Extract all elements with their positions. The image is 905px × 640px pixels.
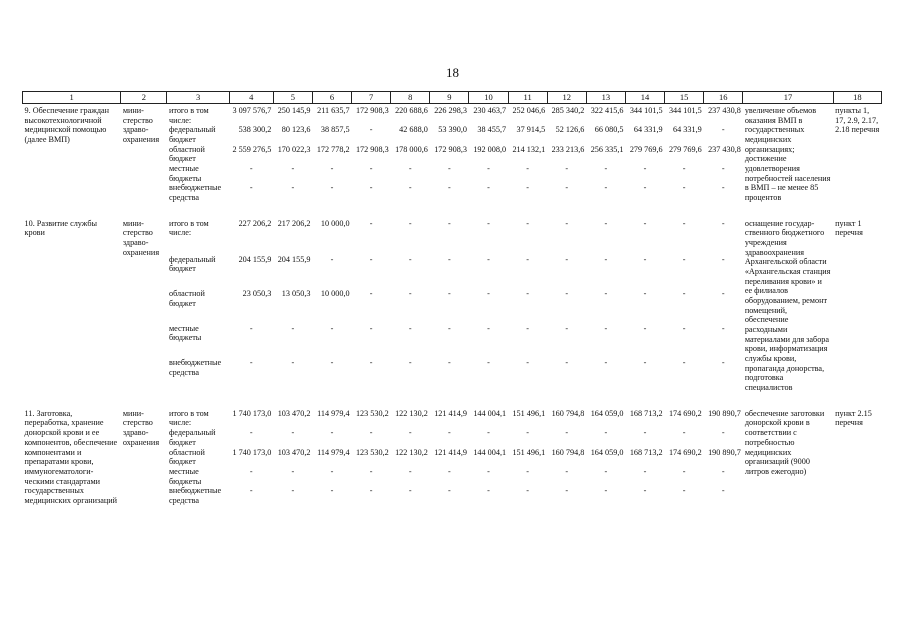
amount-cell: - — [408, 358, 412, 368]
column-header-8: 8 — [391, 92, 430, 104]
amount-cell: - — [682, 323, 686, 333]
amount-cell: - — [721, 358, 725, 368]
amount-cell: - — [526, 164, 529, 174]
amount-cell: 344 101,5 — [629, 106, 663, 115]
amount-cell: - — [565, 218, 569, 228]
amount-cell: - — [369, 486, 373, 496]
amount-cell: - — [526, 289, 529, 299]
amount-cell: - — [682, 428, 686, 438]
amount-cell: - — [408, 164, 412, 174]
amount-cell: - — [682, 358, 686, 368]
amount-cell: - — [291, 428, 295, 438]
column-header-16: 16 — [704, 92, 743, 104]
amount-cell: - — [682, 466, 686, 476]
column-header-11: 11 — [508, 92, 547, 104]
amount-cell: - — [643, 218, 647, 228]
amount-cell: - — [604, 164, 608, 174]
amount-cell: 37 914,5 — [516, 125, 546, 135]
amount-cell: 237 430,8 — [708, 106, 741, 115]
amount-cell: - — [643, 164, 647, 174]
amount-cell: - — [721, 183, 725, 193]
block-executor: мини-стерство здраво-охранения — [122, 106, 160, 145]
column-header-13: 13 — [586, 92, 625, 104]
funding-source: областной бюджет — [168, 447, 205, 467]
amount-cell: 38 455,7 — [477, 125, 507, 135]
amount-cell: - — [249, 466, 253, 476]
amount-cell: 144 004,1 — [473, 408, 507, 418]
amount-cell: - — [487, 486, 490, 496]
block-reference: пункт 2.15 перечня — [835, 408, 872, 428]
amount-cell: - — [565, 289, 569, 299]
amount-cell: - — [448, 323, 451, 333]
column-header-4: 4 — [229, 92, 273, 104]
amount-cell: - — [682, 218, 686, 228]
amount-cell: - — [448, 183, 451, 193]
funding-source: федеральный бюджет — [168, 125, 216, 145]
amount-cell: - — [448, 289, 451, 299]
amount-cell: - — [330, 254, 334, 264]
funding-source: внебюджетные средства — [168, 183, 222, 203]
amount-cell: - — [721, 428, 725, 438]
amount-cell: - — [487, 323, 490, 333]
amount-cell: 38 857,5 — [320, 125, 350, 135]
amount-cell: - — [565, 254, 569, 264]
amount-cell: - — [565, 164, 569, 174]
amount-cell: 64 331,9 — [633, 125, 663, 135]
amount-cell: - — [408, 183, 412, 193]
amount-cell: - — [643, 289, 647, 299]
amount-cell: - — [604, 254, 608, 264]
amount-cell: 204 155,9 — [277, 254, 311, 264]
amount-cell: - — [487, 254, 490, 264]
amount-cell: - — [291, 466, 295, 476]
amount-cell: - — [291, 358, 295, 368]
amount-cell: 322 415,6 — [590, 106, 624, 115]
block-spacer — [23, 203, 882, 217]
funding-source: местные бюджеты — [168, 164, 202, 183]
amount-cell: - — [604, 486, 608, 496]
amount-cell: - — [369, 428, 373, 438]
amount-cell: 66 080,5 — [594, 125, 624, 135]
amount-cell: 122 130,2 — [395, 447, 428, 457]
amount-cell: - — [643, 254, 647, 264]
amount-cell: 190 890,7 — [708, 447, 741, 457]
amount-cell: 121 414,9 — [434, 408, 467, 418]
amount-cell: 538 300,2 — [238, 125, 272, 135]
amount-cell: 226 298,3 — [434, 106, 467, 115]
amount-cell: 23 050,3 — [242, 289, 272, 299]
amount-cell: - — [330, 466, 334, 476]
amount-cell: - — [487, 466, 490, 476]
amount-cell: 190 890,7 — [708, 408, 741, 418]
amount-cell: 237 430,8 — [708, 144, 741, 154]
amount-cell: - — [565, 323, 569, 333]
amount-cell: - — [682, 164, 686, 174]
amount-cell: - — [330, 358, 334, 368]
amount-cell: - — [448, 164, 451, 174]
funding-source: местные бюджеты — [168, 466, 202, 486]
program-table — [22, 91, 882, 506]
amount-cell: 42 688,0 — [399, 125, 428, 135]
amount-cell: - — [291, 486, 295, 496]
column-header-17: 17 — [743, 92, 833, 104]
amount-cell: - — [643, 486, 647, 496]
amount-cell: 170 022,3 — [277, 144, 311, 154]
block-name: 11. Заготовка, переработка, хранение донорской крови и ее компонентов, обеспечение компонентами и препаратами крови, иммуногематологи-ческими стандартами государственных медицинских организаций — [24, 408, 118, 505]
column-header-18: 18 — [833, 92, 881, 104]
amount-cell: 279 769,6 — [668, 144, 702, 154]
funding-source: федеральный бюджет — [168, 428, 216, 447]
amount-cell: - — [408, 218, 412, 228]
column-header-12: 12 — [547, 92, 586, 104]
amount-cell: 285 340,2 — [551, 106, 585, 115]
amount-cell: 114 979,4 — [317, 447, 350, 457]
amount-cell: - — [526, 218, 529, 228]
amount-cell: 344 101,5 — [668, 106, 702, 115]
column-header-2: 2 — [121, 92, 167, 104]
amount-cell: - — [565, 428, 569, 438]
amount-cell: 174 690,2 — [668, 408, 702, 418]
amount-cell: - — [249, 428, 253, 438]
block-reference: пункт 1 перечня — [835, 218, 863, 238]
amount-cell: - — [487, 183, 490, 193]
amount-cell: - — [408, 466, 412, 476]
amount-cell: - — [643, 428, 647, 438]
amount-cell: 160 794,8 — [551, 447, 585, 457]
amount-cell: - — [721, 289, 725, 299]
column-header-3: 3 — [167, 92, 229, 104]
amount-cell: - — [643, 358, 647, 368]
amount-cell: 172 908,3 — [355, 106, 389, 115]
amount-cell: 121 414,9 — [434, 447, 467, 457]
amount-cell: - — [408, 486, 412, 496]
amount-cell: - — [369, 218, 373, 228]
amount-cell: 10 000,0 — [320, 289, 350, 299]
column-header-6: 6 — [312, 92, 351, 104]
amount-cell: - — [330, 323, 334, 333]
amount-cell: 172 908,3 — [355, 144, 389, 154]
amount-cell: 123 530,2 — [355, 447, 389, 457]
column-header-14: 14 — [625, 92, 664, 104]
amount-cell: 1 740 173,0 — [232, 447, 272, 457]
amount-cell: 164 059,0 — [590, 408, 624, 418]
amount-cell: - — [643, 466, 647, 476]
amount-cell: - — [721, 218, 725, 228]
amount-cell: - — [487, 428, 490, 438]
amount-cell: - — [487, 289, 490, 299]
amount-cell: 227 206,2 — [238, 218, 272, 228]
amount-cell: - — [604, 466, 608, 476]
amount-cell: - — [249, 164, 253, 174]
amount-cell: - — [643, 323, 647, 333]
page-number: 18 — [446, 65, 459, 80]
amount-cell: 123 530,2 — [355, 408, 389, 418]
amount-cell: 160 794,8 — [551, 408, 585, 418]
amount-cell: - — [526, 466, 529, 476]
amount-cell: - — [487, 218, 490, 228]
table-row — [23, 217, 882, 255]
funding-source: внебюджетные средства — [168, 358, 222, 377]
amount-cell: - — [526, 428, 529, 438]
block-spacer — [23, 393, 882, 407]
amount-cell: 214 132,1 — [512, 144, 546, 154]
block-executor: мини-стерство здраво-охранения — [122, 218, 160, 257]
amount-cell: 172 778,2 — [316, 144, 350, 154]
amount-cell: 3 097 576,7 — [232, 106, 272, 115]
column-header-15: 15 — [665, 92, 704, 104]
amount-cell: - — [408, 289, 412, 299]
amount-cell: - — [291, 323, 295, 333]
amount-cell: - — [604, 358, 608, 368]
amount-cell: - — [448, 428, 451, 438]
funding-source: итого в том числе: — [168, 408, 209, 428]
block-reference: пункты 1, 17, 2.9, 2.17, 2.18 перечня — [835, 106, 880, 135]
amount-cell: 53 390,0 — [438, 125, 467, 135]
funding-source: внебюджетные средства — [168, 486, 222, 505]
amount-cell: 279 769,6 — [629, 144, 663, 154]
amount-cell: - — [604, 218, 608, 228]
amount-cell: - — [604, 428, 608, 438]
amount-cell: - — [448, 358, 451, 368]
amount-cell: - — [369, 164, 373, 174]
amount-cell: 230 463,7 — [473, 106, 507, 115]
amount-cell: - — [408, 323, 412, 333]
amount-cell: - — [721, 323, 725, 333]
amount-cell: 250 145,9 — [277, 106, 311, 115]
amount-cell: 13 050,3 — [281, 289, 311, 299]
amount-cell: 103 470,2 — [277, 408, 311, 418]
amount-cell: 178 000,6 — [395, 144, 428, 154]
amount-cell: - — [369, 289, 373, 299]
amount-cell: - — [682, 183, 686, 193]
amount-cell: - — [721, 125, 725, 135]
block-name: 9. Обеспечение граждан высокотехнологичной медицинской помощью (далее ВМП) — [24, 106, 110, 145]
table-row — [23, 407, 882, 428]
amount-cell: - — [526, 254, 529, 264]
amount-cell: - — [565, 358, 569, 368]
table-row — [23, 104, 882, 126]
amount-cell: 168 713,2 — [629, 447, 663, 457]
amount-cell: - — [408, 254, 412, 264]
amount-cell: - — [291, 183, 295, 193]
amount-cell: - — [487, 164, 490, 174]
amount-cell: - — [330, 183, 334, 193]
amount-cell: 217 206,2 — [277, 218, 311, 228]
amount-cell: - — [369, 125, 373, 135]
amount-cell: - — [249, 183, 253, 193]
amount-cell: 122 130,2 — [395, 408, 428, 418]
column-header-10: 10 — [469, 92, 508, 104]
amount-cell: - — [448, 466, 451, 476]
amount-cell: 114 979,4 — [317, 408, 350, 418]
amount-cell: 103 470,2 — [277, 447, 311, 457]
funding-source: областной бюджет — [168, 289, 205, 308]
amount-cell: - — [526, 183, 529, 193]
column-number-header — [23, 92, 882, 104]
amount-cell: - — [369, 323, 373, 333]
amount-cell: 233 213,6 — [551, 144, 585, 154]
amount-cell: - — [526, 358, 529, 368]
amount-cell: 172 908,3 — [434, 144, 467, 154]
amount-cell: - — [369, 254, 373, 264]
amount-cell: 168 713,2 — [629, 408, 663, 418]
amount-cell: - — [682, 289, 686, 299]
funding-source: итого в том числе: — [168, 218, 209, 238]
amount-cell: - — [721, 254, 725, 264]
amount-cell: 64 331,9 — [673, 125, 702, 135]
amount-cell: - — [330, 428, 334, 438]
amount-cell: - — [330, 164, 334, 174]
amount-cell: - — [526, 323, 529, 333]
amount-cell: 174 690,2 — [668, 447, 702, 457]
block-result: увеличение объемов оказания ВМП в государственных медицинских организациях; достижение удовлетворения потребностей населения в ВМП – не менее 85 процентов — [744, 106, 831, 203]
amount-cell: - — [448, 486, 451, 496]
table-body — [23, 104, 882, 506]
amount-cell: - — [565, 486, 569, 496]
amount-cell: 151 496,1 — [512, 447, 546, 457]
amount-cell: 256 335,1 — [590, 144, 624, 154]
block-executor: мини-стерство здраво-охранения — [122, 408, 160, 447]
amount-cell: - — [448, 254, 451, 264]
amount-cell: - — [330, 486, 334, 496]
column-header-9: 9 — [430, 92, 469, 104]
amount-cell: - — [604, 289, 608, 299]
amount-cell: - — [721, 466, 725, 476]
amount-cell: 80 123,6 — [281, 125, 311, 135]
column-header-7: 7 — [352, 92, 391, 104]
amount-cell: 204 155,9 — [238, 254, 272, 264]
funding-source: областной бюджет — [168, 144, 205, 164]
amount-cell: - — [721, 486, 725, 496]
column-header-1: 1 — [23, 92, 121, 104]
amount-cell: 1 740 173,0 — [232, 408, 272, 418]
amount-cell: - — [643, 183, 647, 193]
amount-cell: 220 688,6 — [395, 106, 428, 115]
amount-cell: 211 635,7 — [317, 106, 350, 115]
amount-cell: - — [487, 358, 490, 368]
amount-cell: - — [604, 183, 608, 193]
block-result: оснащение государ-ственного бюджетного учреждения здравоохранения Архангельской области «Архангельская станция переливания крови» и ее филиалов оборудованием, ремонт помещений, обеспечение расходными материалами для забора крови, информатизация службы крови, пропаганда донорства, подготовка специалистов — [744, 218, 831, 393]
amount-cell: - — [682, 254, 686, 264]
amount-cell: - — [249, 358, 253, 368]
amount-cell: - — [249, 323, 253, 333]
amount-cell: - — [565, 466, 569, 476]
amount-cell: - — [604, 323, 608, 333]
amount-cell: - — [565, 183, 569, 193]
amount-cell: 164 059,0 — [590, 447, 624, 457]
amount-cell: 10 000,0 — [320, 218, 350, 228]
amount-cell: 192 008,0 — [473, 144, 507, 154]
amount-cell: - — [369, 358, 373, 368]
column-header-5: 5 — [273, 92, 312, 104]
funding-source: местные бюджеты — [168, 323, 202, 343]
amount-cell: - — [682, 486, 686, 496]
amount-cell: 151 496,1 — [512, 408, 546, 418]
amount-cell: 252 046,6 — [512, 106, 546, 115]
amount-cell: - — [369, 466, 373, 476]
amount-cell: 2 559 276,5 — [232, 144, 272, 154]
amount-cell: - — [249, 486, 253, 496]
amount-cell: - — [291, 164, 295, 174]
amount-cell: - — [369, 183, 373, 193]
block-result: обеспечение заготовки донорской крови в соответствии с потребностью медицинских организаций (9000 литров ежегодно) — [744, 408, 825, 476]
funding-source: федеральный бюджет — [168, 254, 216, 274]
amount-cell: 52 126,6 — [555, 125, 585, 135]
amount-cell: - — [721, 164, 725, 174]
amount-cell: - — [448, 218, 451, 228]
funding-source: итого в том числе: — [168, 106, 209, 125]
amount-cell: - — [408, 428, 412, 438]
amount-cell: - — [526, 486, 529, 496]
amount-cell: 144 004,1 — [473, 447, 507, 457]
block-name: 10. Развитие службы крови — [24, 218, 98, 238]
